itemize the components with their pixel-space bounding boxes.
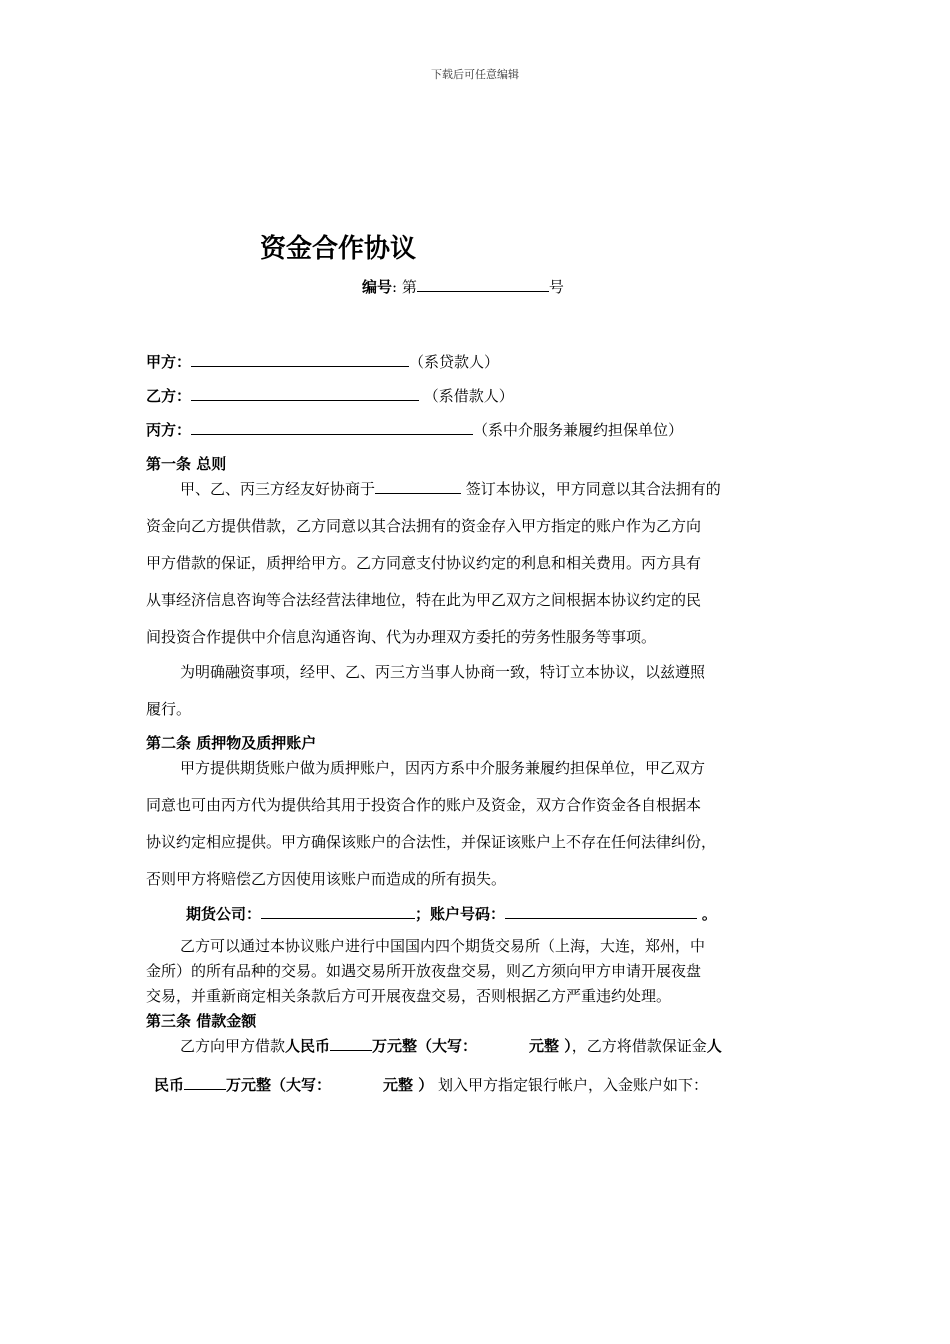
article-3-line-1 xyxy=(180,1035,722,1056)
article-2-line-2: 同意也可由丙方代为提供给其用于投资合作的账户及资金，双方合作资金各自根据本 xyxy=(146,796,702,814)
number-suffix: 号 xyxy=(548,278,564,296)
line-end-mark: 。 xyxy=(701,905,717,923)
party-b-blank[interactable] xyxy=(191,386,419,401)
article-2-trade-line-2: 金所）的所有品种的交易。如遇交易所开放夜盘交易，则乙方须向甲方申请开展夜盘 xyxy=(146,962,702,980)
loan-text-a: 乙方向甲方借款 xyxy=(180,1037,286,1055)
party-c-note: （系中介服务兼履约担保单位） xyxy=(473,421,684,439)
article-2-trade-line-3: 交易，并重新商定相关条款后方可开展夜盘交易，否则根据乙方严重违约处理。 xyxy=(146,987,672,1005)
article-1-heading: 第一条 总则 xyxy=(146,455,227,473)
article-2-heading: 第二条 质押物及质押账户 xyxy=(146,734,317,752)
article-1-line-2: 资金向乙方提供借款，乙方同意以其合法拥有的资金存入甲方指定的账户作为乙方向 xyxy=(146,517,702,535)
party-a-note: （系贷款人） xyxy=(409,353,500,371)
number-label: 编号 xyxy=(362,278,393,296)
article-1-line-7: 履行。 xyxy=(146,700,192,718)
deposit-wan-label: 万元整（大写： xyxy=(226,1076,332,1094)
party-a-blank[interactable] xyxy=(191,352,409,367)
loan-text-c: ，乙方将借款保证金 xyxy=(571,1037,707,1055)
deposit-ren-label: 人 xyxy=(706,1037,722,1055)
party-a xyxy=(146,351,499,372)
futures-account-line xyxy=(186,903,717,924)
article-1-text-a: 甲、乙、丙三方经友好协商于 xyxy=(180,480,376,498)
number-blank[interactable] xyxy=(417,277,549,292)
futures-company-blank[interactable] xyxy=(261,904,415,919)
article-2-line-1: 甲方提供期货账户做为质押账户，因丙方系中介服务兼履约担保单位，甲乙双方 xyxy=(180,759,706,777)
number-prefix: 第 xyxy=(401,278,417,296)
article-1-text-b: 签订本协议，甲方同意以其合法拥有的 xyxy=(461,480,721,498)
article-1-line-5: 间投资合作提供中介信息沟通咨询、代为办理双方委托的劳务性服务等事项。 xyxy=(146,628,657,646)
party-b-label: 乙方： xyxy=(146,387,192,405)
account-number-blank[interactable] xyxy=(505,904,697,919)
page-header-note: 下载后可任意编辑 xyxy=(431,68,519,81)
loan-rmb-label: 人民币 xyxy=(285,1037,331,1055)
deposit-amount-blank[interactable] xyxy=(184,1075,226,1090)
article-1-line-1 xyxy=(180,478,721,499)
article-2-line-3: 协议约定相应提供。甲方确保该账户的合法性，并保证该账户上不存在任何法律纠份， xyxy=(146,833,717,851)
party-b xyxy=(146,385,514,406)
document-number xyxy=(362,276,564,297)
loan-wan-label: 万元整（大写： xyxy=(372,1037,478,1055)
agreement-place-blank[interactable] xyxy=(375,479,461,494)
futures-company-label: 期货公司： xyxy=(186,905,262,923)
number-colon: : xyxy=(392,278,398,296)
loan-amount-blank[interactable] xyxy=(330,1036,372,1051)
article-2-trade-line-1: 乙方可以通过本协议账户进行中国国内四个期货交易所（上海，大连，郑州，中 xyxy=(180,937,706,955)
deposit-yuan-label: 元整 ） xyxy=(383,1076,434,1094)
loan-yuan-label: 元整 ） xyxy=(529,1037,572,1055)
party-c-label: 丙方： xyxy=(146,421,192,439)
article-2-line-4: 否则甲方将赔偿乙方因使用该账户而造成的所有损失。 xyxy=(146,870,507,888)
party-c xyxy=(146,419,683,440)
deposit-text-c: 划入甲方指定银行帐户，入金账户如下： xyxy=(438,1076,709,1094)
account-number-label: ；账户号码： xyxy=(415,905,506,923)
party-c-blank[interactable] xyxy=(191,420,473,435)
deposit-min-label: 民币 xyxy=(154,1076,185,1094)
article-3-heading: 第三条 借款金额 xyxy=(146,1012,257,1030)
article-1-line-4: 从事经济信息咨询等合法经营法律地位，特在此为甲乙双方之间根据本协议约定的民 xyxy=(146,591,702,609)
document-title: 资金合作协议 xyxy=(260,234,417,264)
article-1-line-3: 甲方借款的保证，质押给甲方。乙方同意支付协议约定的利息和相关费用。丙方具有 xyxy=(146,554,702,572)
party-a-label: 甲方： xyxy=(146,353,192,371)
article-1-line-6: 为明确融资事项，经甲、乙、丙三方当事人协商一致，特订立本协议，以兹遵照 xyxy=(180,663,706,681)
party-b-note: （系借款人） xyxy=(423,387,514,405)
article-3-line-2 xyxy=(154,1074,708,1095)
